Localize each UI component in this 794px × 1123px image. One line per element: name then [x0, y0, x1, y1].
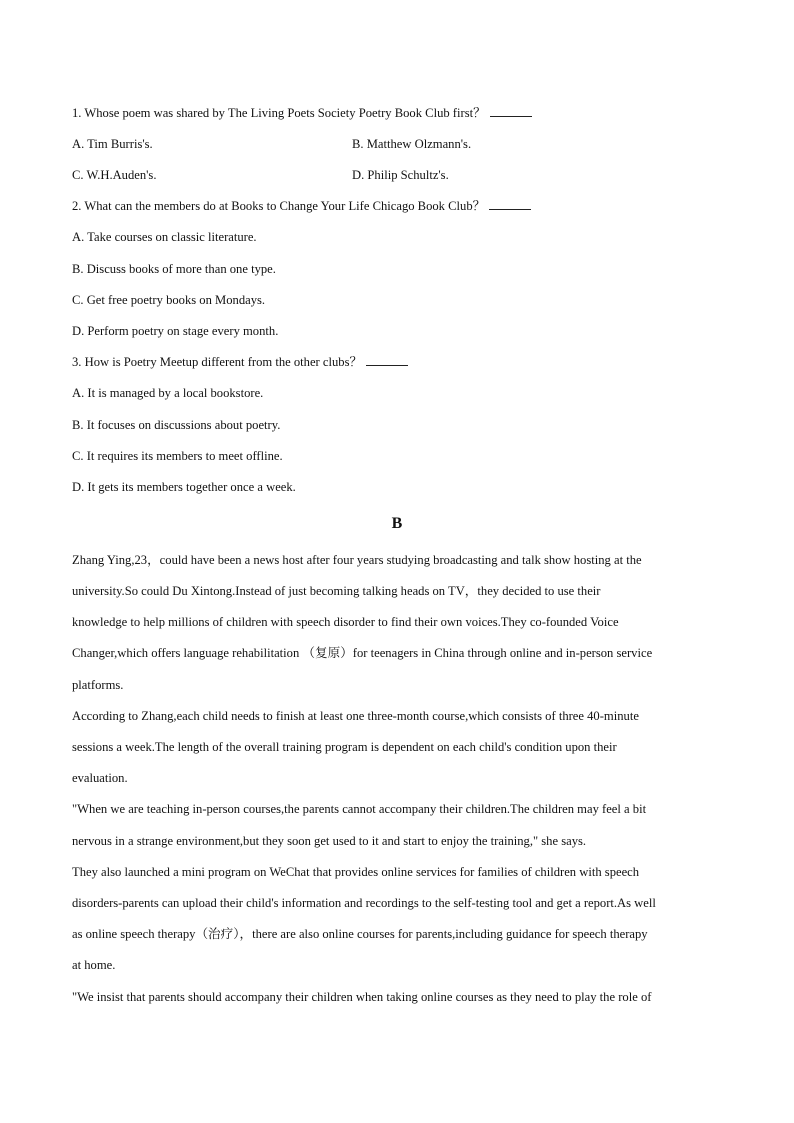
passage-line: as online speech therapy（治疗），there are also online courses for parents,including guidance for speech therapy: [72, 927, 648, 941]
passage-line: disorders-parents can upload their child's information and recordings to the self-testing tool and get a report.As well: [72, 896, 656, 910]
q3-option-b: B. It focuses on discussions about poetry.: [72, 418, 281, 432]
answer-blank[interactable]: [489, 198, 531, 210]
question-2-text: 2. What can the members do at Books to Change Your Life Chicago Book Club？: [72, 199, 486, 213]
passage-line: Changer,which offers language rehabilitation （复原）for teenagers in China through online and in-person service: [72, 646, 653, 660]
passage-line: sessions a week.The length of the overall training program is dependent on each child's condition upon their: [72, 740, 617, 754]
q2-option-c: C. Get free poetry books on Mondays.: [72, 293, 266, 307]
question-3-stem: [72, 354, 408, 370]
passage-line: platforms.: [72, 678, 124, 692]
passage-line: knowledge to help millions of children with speech disorder to find their own voices.They co-founded Voice: [72, 615, 619, 629]
q1-option-c: C. W.H.Auden's.: [72, 168, 157, 182]
passage-line: They also launched a mini program on WeChat that provides online services for families of children with speech: [72, 865, 640, 879]
passage-line: "We insist that parents should accompany their children when taking online courses as they need to play the role of: [72, 990, 652, 1004]
question-2-stem: [72, 198, 531, 214]
passage-line: university.So could Du Xintong.Instead of just becoming talking heads on TV，they decided to use their: [72, 584, 601, 598]
q3-option-c: C. It requires its members to meet offline.: [72, 449, 283, 463]
passage-line: "When we are teaching in-person courses,the parents cannot accompany their children.The children may feel a bit: [72, 802, 647, 816]
question-3-text: 3. How is Poetry Meetup different from the other clubs？: [72, 355, 363, 369]
q2-option-d: D. Perform poetry on stage every month.: [72, 324, 279, 338]
question-1-text: 1. Whose poem was shared by The Living Poets Society Poetry Book Club first？: [72, 106, 486, 120]
q3-option-a: A. It is managed by a local bookstore.: [72, 386, 264, 400]
question-1-stem: [72, 105, 532, 121]
passage-line: nervous in a strange environment,but they soon get used to it and start to enjoy the training," she says.: [72, 834, 587, 848]
q3-option-d: D. It gets its members together once a week.: [72, 480, 296, 494]
q1-option-b: B. Matthew Olzmann's.: [352, 137, 472, 151]
q2-option-b: B. Discuss books of more than one type.: [72, 262, 276, 276]
q1-option-a: A. Tim Burris's.: [72, 137, 153, 151]
passage-line: at home.: [72, 958, 116, 972]
q2-option-a: A. Take courses on classic literature.: [72, 230, 257, 244]
passage-line: According to Zhang,each child needs to finish at least one three-month course,which consists of three 40-minute: [72, 709, 639, 723]
passage-line: Zhang Ying,23，could have been a news host after four years studying broadcasting and talk show hosting at the: [72, 553, 642, 567]
section-heading: B: [391, 515, 403, 532]
passage-line: evaluation.: [72, 771, 128, 785]
answer-blank[interactable]: [366, 354, 408, 366]
q1-option-d: D. Philip Schultz's.: [352, 168, 449, 182]
answer-blank[interactable]: [490, 105, 532, 117]
